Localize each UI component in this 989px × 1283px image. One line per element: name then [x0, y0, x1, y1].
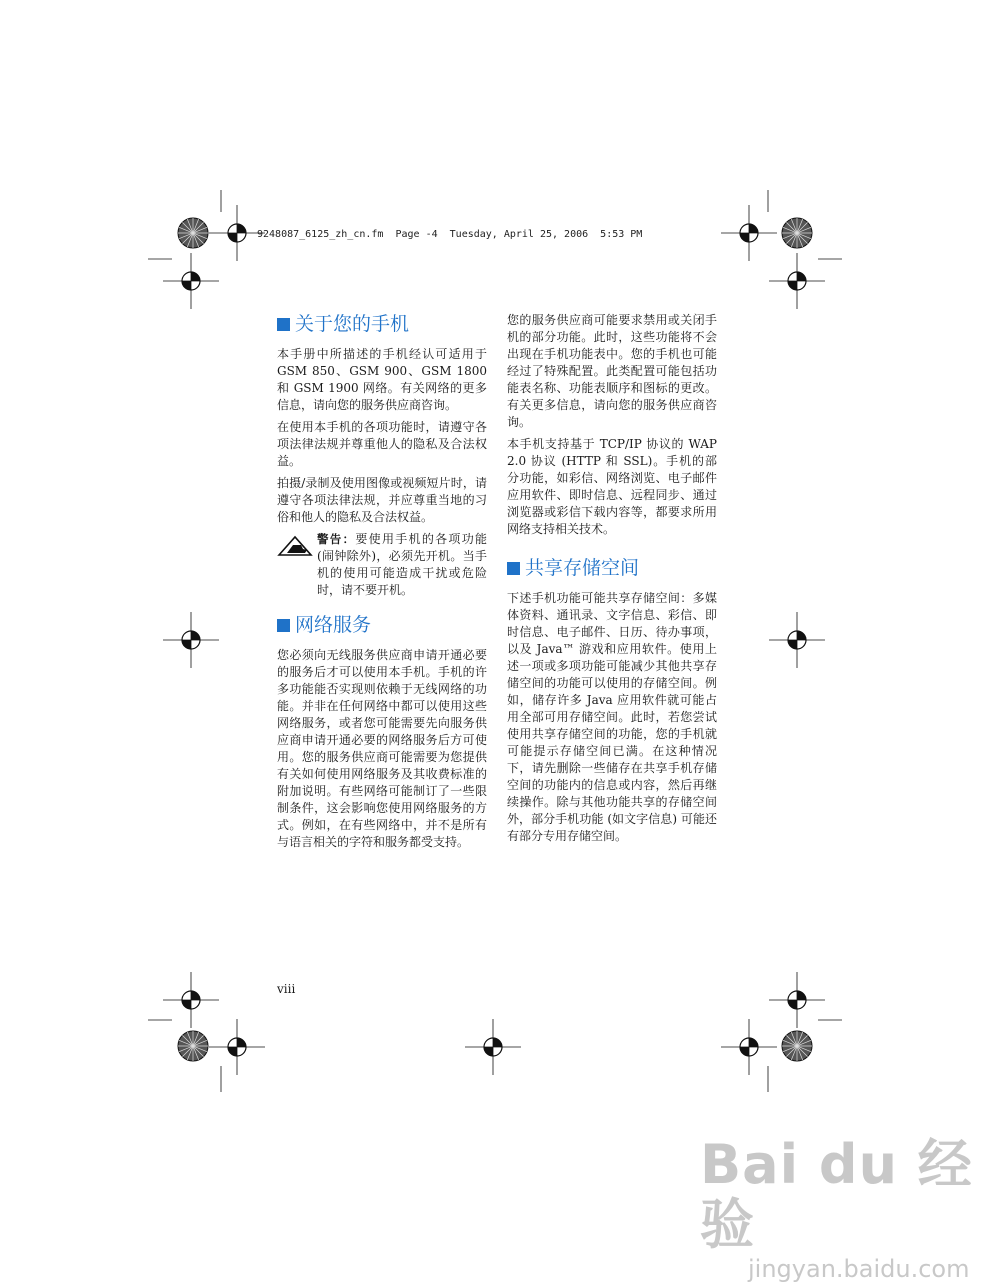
section-heading-network [277, 613, 487, 637]
page-number: viii [277, 982, 296, 996]
paragraph: 在使用本手机的各项功能时，请遵守各项法律法规并尊重他人的隐私及合法权益。 [277, 420, 487, 468]
section-heading-about [277, 312, 487, 336]
section-heading-shared-memory [507, 556, 717, 580]
baidu-jingyan-watermark [700, 1133, 980, 1283]
warning-note [277, 531, 487, 599]
paragraph: 本手册中所描述的手机经认可适用于 GSM 850、GSM 900、GSM 1800 和 GSM 1900 网络。有关网络的更多信息，请向您的服务供应商咨询。 [277, 347, 487, 412]
warning-hand-icon [277, 531, 317, 599]
warning-text [317, 531, 487, 599]
heading-square-icon [507, 562, 520, 575]
paragraph: 本手机支持基于 TCP/IP 协议的 WAP 2.0 协议 (HTTP 和 SSL)。手机的部分功能，如彩信、网络浏览、电子邮件应用软件、即时信息、远程同步、通过浏览器或彩信下载内容等，都要求所用网络支持相关技术。 [507, 437, 717, 536]
left-column [277, 312, 487, 856]
file-info-header: 9248087_6125_zh_cn.fm Page -4 Tuesday, April 25, 2006 5:53 PM [257, 229, 643, 240]
heading-text: 关于您的手机 [295, 313, 410, 335]
paragraph: 您的服务供应商可能要求禁用或关闭手机的部分功能。此时，这些功能将不会出现在手机功能表中。您的手机也可能经过了特殊配置。此类配置可能包括功能表名称、功能表顺序和图标的更改。有关更多信息，请向您的服务供应商咨询。 [507, 313, 717, 429]
warning-body: 要使用手机的各项功能 (闹钟除外)，必须先开机。当手机的使用可能造成干扰或危险时，请不要开机。 [317, 532, 487, 597]
watermark-url: jingyan.baidu.com [748, 1255, 970, 1283]
heading-text: 共享存储空间 [525, 557, 640, 579]
watermark-logo: Bai du 经验 [700, 1133, 973, 1256]
heading-square-icon [277, 619, 290, 632]
heading-text: 网络服务 [295, 614, 372, 636]
heading-square-icon [277, 318, 290, 331]
paragraph: 下述手机功能可能共享存储空间：多媒体资料、通讯录、文字信息、彩信、即时信息、电子邮件、日历、待办事项，以及 Java™ 游戏和应用软件。使用上述一项或多项功能可能减少其他共享存储空间的功能可以使用的存储空间。例如，储存许多 Java 应用软件就可能占用全部可用存储空间。此时，若您尝试使用共享存储空间的功能，您的手机就可能提示存储空间已满。在这种情况下，请先删除一些储存在共享手机存储空间的功能内的信息或内容，然后再继续操作。除与其他功能共享的存储空间外，部分手机功能 (如文字信息) 可能还有部分专用存储空间。 [507, 591, 717, 843]
warning-label: 警告： [317, 532, 356, 546]
paragraph: 您必须向无线服务供应商申请开通必要的服务后才可以使用本手机。手机的许多功能能否实现则依赖于无线网络的功能。并非在任何网络中都可以使用这些网络服务，或者您可能需要先向服务供应商申请开通必要的网络服务后方可使用。您的服务供应商可能需要为您提供有关如何使用网络服务及其收费标准的附加说明。有些网络可能制订了一些限制条件，这会影响您使用网络服务的方式。例如，在有些网络中，并不是所有与语言相关的字符和服务都受支持。 [277, 648, 487, 849]
right-column [507, 312, 717, 850]
paragraph: 拍摄/录制及使用图像或视频短片时，请遵守各项法律法规，并应尊重当地的习俗和他人的隐私及合法权益。 [277, 476, 487, 524]
